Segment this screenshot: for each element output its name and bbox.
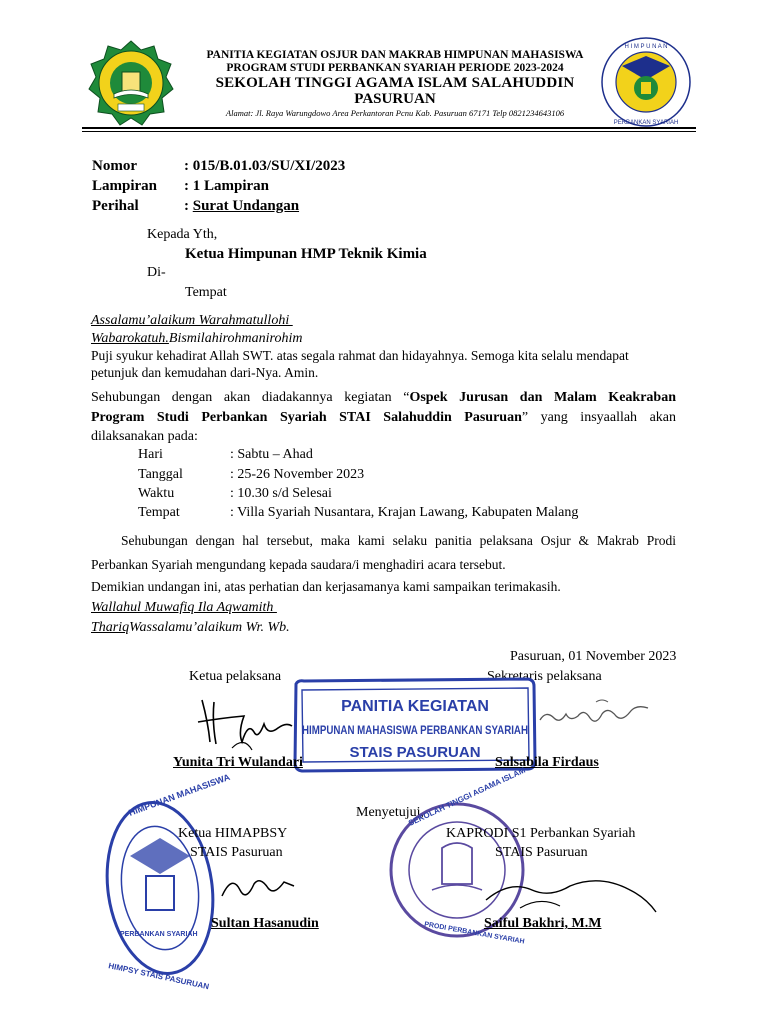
salutation-line2	[91, 331, 302, 347]
invitation-intro: Sehubungan dengan akan diadakannya kegiatan “	[91, 390, 410, 405]
perihal-value-row	[184, 198, 299, 215]
closing-paragraph-line1: Sehubungan dengan hal tersebut, maka kami selaku panitia pelaksana Osjur & Makrab Prodi	[121, 533, 676, 548]
himapbsy-round-stamp	[100, 771, 232, 992]
detail-value: : 25-26 November 2023	[230, 467, 365, 482]
header-address: Alamat: Jl. Raya Warungdowo Area Perkantoran Pcnu Kab. Pasuruan 67171 Telp 0821234643106	[225, 108, 565, 118]
perihal-value: Surat Undangan	[192, 198, 300, 214]
kaprodi-signature	[480, 860, 660, 920]
sekretaris-pelaksana-label: Sekretaris pelaksana	[487, 669, 602, 684]
closing-salutation-line2	[91, 620, 290, 636]
closing-thariq: Thariq	[91, 620, 130, 635]
ketua-signature	[192, 692, 302, 756]
detail-row	[138, 505, 180, 521]
himapbsy-title: Ketua HIMAPBSY	[178, 826, 288, 841]
event-name-part2: Program Studi Perbankan Syariah STAI Salahuddin Pasuruan	[91, 410, 522, 425]
sekretaris-signature	[536, 696, 654, 732]
recipient-name: Ketua Himpunan HMP Teknik Kimia	[185, 246, 427, 262]
header-city: PASURUAN	[354, 91, 436, 107]
detail-value: : 10.30 s/d Selesai	[230, 486, 332, 501]
stamp-line1: PANITIA KEGIATAN	[341, 698, 489, 715]
closing-salutation-line1: Wallahul Muwafiq Ila Aqwamith	[91, 600, 277, 615]
logo-himpunan-icon	[600, 36, 692, 128]
detail-label: Waktu	[138, 486, 175, 501]
himapbsy-name: Sultan Hasanudin	[211, 916, 319, 931]
detail-row	[138, 447, 163, 463]
closing-paragraph-line2: Perbankan Syariah mengundang kepada saudara/i menghadiri acara tersebut.	[91, 557, 506, 572]
right-stamp-top-text: SEKOLAH TINGGI AGAMA ISLAM	[407, 765, 527, 828]
praise-line2: petunjuk dan kemudahan dari-Nya. Amin.	[91, 365, 319, 380]
detail-label: Hari	[138, 447, 163, 462]
perihal-label: Perihal	[92, 198, 139, 214]
recipient-place: Tempat	[185, 285, 227, 300]
detail-value: : Villa Syariah Nusantara, Krajan Lawang, Kabupaten Malang	[230, 505, 579, 520]
thanks-paragraph: Demikian undangan ini, atas perhatian dan kerjasamanya kami sampaikan terimakasih.	[91, 579, 561, 594]
logo-himpunan-perbankan-syariah	[600, 36, 692, 128]
recipient-greeting: Kepada Yth,	[147, 227, 218, 242]
left-stamp-mid-text: PERBANKAN SYARIAH	[120, 931, 198, 938]
recipient-di: Di-	[147, 265, 166, 280]
salutation-bismillah: Bismilahirohmanirohim	[168, 331, 303, 346]
perihal-colon: :	[184, 198, 193, 214]
detail-label: Tempat	[138, 505, 180, 520]
detail-label: Tanggal	[138, 467, 183, 482]
ketua-pelaksana-label: Ketua pelaksana	[189, 669, 282, 684]
header-program-line: PROGRAM STUDI PERBANKAN SYARIAH PERIODE 2023-2024	[226, 62, 564, 74]
stamp-line2: HIMPUNAN MAHASISWA PERBANKAN SYARIAH	[302, 725, 528, 737]
sekretaris-pelaksana-name: Salsabila Firdaus	[495, 755, 599, 770]
svg-text:H I M P U N A N: H I M P U N A N	[624, 44, 668, 50]
kaprodi-name: Saiful Bakhri, M.M	[484, 916, 602, 931]
himapbsy-org: STAIS Pasuruan	[190, 845, 283, 860]
right-stamp-bottom-text: PRODI PERBANKAN SYARIAH	[423, 921, 525, 946]
closing-wassalamu: Wassalamu’alaikum Wr. Wb.	[129, 620, 290, 635]
himapbsy-signature	[218, 866, 298, 906]
invitation-line3: dilaksanakan pada:	[91, 429, 198, 444]
salutation-line1: Assalamu’alaikum Warahmatullohi	[91, 313, 293, 328]
logo-stai-salahuddin	[88, 40, 174, 126]
place-date: Pasuruan, 01 November 2023	[510, 649, 677, 664]
left-stamp-bottom-text: HIMPSY STAIS PASURUAN	[107, 961, 210, 992]
detail-row	[138, 486, 174, 502]
kaprodi-org: STAIS Pasuruan	[495, 845, 588, 860]
stamp-line3: STAIS PASURUAN	[349, 744, 481, 761]
nomor-value: : 015/B.01.03/SU/XI/2023	[184, 158, 346, 174]
ketua-pelaksana-name: Yunita Tri Wulandari	[173, 755, 303, 770]
kaprodi-title: KAPRODI S1 Perbankan Syariah	[446, 826, 636, 841]
nomor-label: Nomor	[92, 158, 137, 174]
detail-row	[138, 467, 183, 483]
detail-value: : Sabtu – Ahad	[230, 447, 313, 462]
header-rule-thin	[82, 131, 696, 132]
logo-stai-icon	[88, 40, 174, 126]
header-school-name: SEKOLAH TINGGI AGAMA ISLAM SALAHUDDIN	[215, 75, 575, 91]
salutation-wabarokatuh: Wabarokatuh.	[91, 331, 169, 346]
invitation-continuation: ” yang insyaallah akan	[521, 410, 676, 425]
lampiran-value: : 1 Lampiran	[184, 178, 270, 194]
svg-text:PERBANKAN SYARIAH: PERBANKAN SYARIAH	[613, 120, 679, 126]
header-rule-thick	[82, 127, 696, 129]
invitation-line2	[91, 410, 676, 426]
left-stamp-top-text: HIMPUNAN MAHASISWA	[127, 771, 232, 818]
approval-label: Menyetujui,	[356, 805, 425, 820]
lampiran-label: Lampiran	[92, 178, 158, 194]
event-name-part1: Ospek Jurusan dan Malam Keakraban	[409, 390, 676, 405]
praise-line1: Puji syukur kehadirat Allah SWT. atas segala rahmat dan hidayahnya. Semoga kita selalu mendapat	[91, 348, 629, 363]
invitation-line1	[91, 390, 676, 406]
header-committee-line: PANITIA KEGIATAN OSJUR DAN MAKRAB HIMPUNAN MAHASISWA	[206, 49, 584, 61]
